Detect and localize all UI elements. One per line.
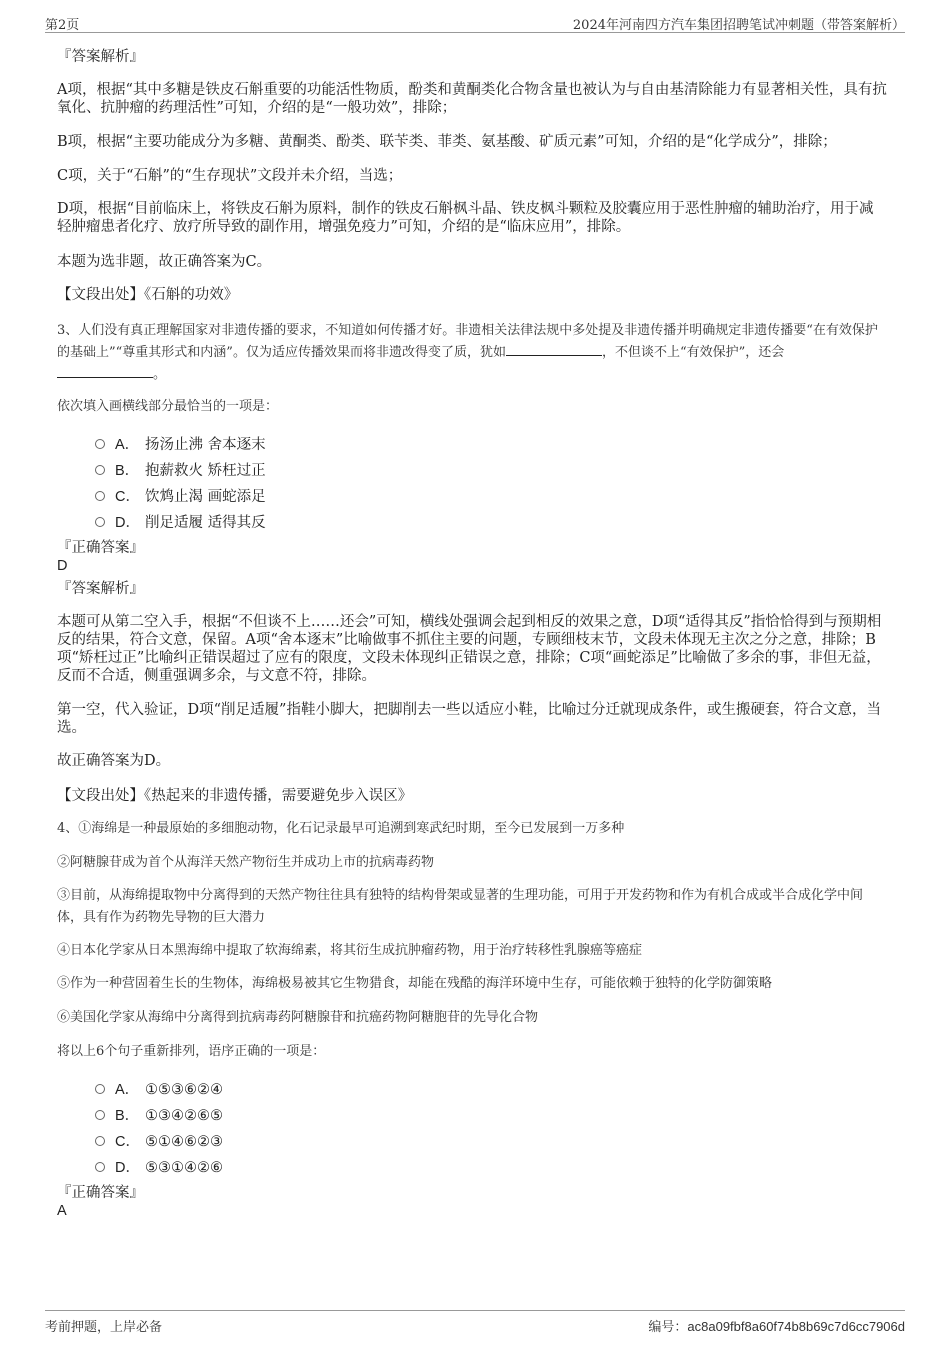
page-footer	[45, 1310, 905, 1335]
q3-option-a[interactable]: A． 扬汤止沸 舍本逐末	[95, 433, 266, 453]
q4-correct-label: 『正确答案』	[57, 1185, 144, 1201]
answer-blank-2	[57, 365, 153, 378]
footer-slogan: 考前押题，上岸必备	[45, 1320, 163, 1335]
q3-option-c[interactable]: C． 饮鸩止渴 画蛇添足	[95, 485, 266, 505]
q3-source: 【文段出处】《热起来的非遗传播，需要避免步入误区》	[57, 788, 413, 804]
radio-icon[interactable]	[95, 439, 105, 449]
q4-sentence-2: ②阿糖腺苷成为首个从海洋天然产物衍生并成功上市的抗病毒药物	[57, 855, 435, 870]
radio-icon[interactable]	[95, 1162, 105, 1172]
q3-analysis-1: 本题可从第二空入手，根据“不但谈不上……还会”可知，横线处强调会起到相反的效果之意，D项“适得其反”指恰恰得到与预期相反的结果，符合文意，保留。A项“舍本逐末”比喻做事不抓住主要的问题，专顾细枝末节，文段未体现无主次之分之意，排除；B项“矫枉过正”比喻纠正错误超过了应有的限度，文段未体现纠正错误之意，排除；C项“画蛇添足”比喻做了多余的事，非但无益，反而不合适，侧重强调多余，与文意不符，排除。	[57, 614, 882, 684]
q4-sentence-4: ④日本化学家从日本黑海绵中提取了软海绵素，将其衍生成抗肿瘤药物，用于治疗转移性乳腺癌等癌症	[57, 943, 643, 958]
q3-correct-answer: D	[57, 558, 68, 574]
q4-option-b[interactable]: B． ①③④②⑥⑤	[95, 1104, 223, 1124]
q3-analysis-label: 『答案解析』	[57, 581, 144, 597]
q4-correct-answer: A	[57, 1203, 67, 1219]
q2-analysis-c: C项，关于“石斛”的“生存现状”文段并未介绍，当选；	[57, 168, 403, 184]
radio-icon[interactable]	[95, 465, 105, 475]
radio-icon[interactable]	[95, 1084, 105, 1094]
q4-prompt: 将以上6个句子重新排列，语序正确的一项是：	[57, 1044, 326, 1059]
page-number: 第2页	[45, 18, 80, 33]
q4-sentence-6: ⑥美国化学家从海绵中分离得到抗病毒药阿糖腺苷和抗癌药物阿糖胞苷的先导化合物	[57, 1010, 539, 1025]
q2-analysis-d: D项，根据“目前临床上，将铁皮石斛为原料，制作的铁皮石斛枫斗晶、铁皮枫斗颗粒及胶囊应用于恶性肿瘤的辅助治疗，用于减轻肿瘤患者化疗、放疗所导致的副作用，增强免疫力”可知，介绍的是“临床应用”，排除。	[57, 201, 874, 235]
q4-sentence-3: ③目前，从海绵提取物中分离得到的天然产物往往具有独特的结构骨架或显著的生理功能，可用于开发药物和作为有机合成或半合成化学中间体，具有作为药物先导物的巨大潜力	[57, 888, 864, 925]
q3-prompt: 依次填入画横线部分最恰当的一项是：	[57, 399, 279, 414]
q3-conclusion: 故正确答案为D。	[57, 753, 171, 769]
q3-option-d[interactable]: D． 削足适履 适得其反	[95, 511, 266, 531]
radio-icon[interactable]	[95, 491, 105, 501]
q2-analysis-a: A项，根据“其中多糖是铁皮石斛重要的功能活性物质，酚类和黄酮类化合物含量也被认为与自由基清除能力有显著相关性，具有抗氧化、抗肿瘤的药理活性”可知，介绍的是“一般功效”，排除；	[57, 82, 887, 116]
q4-option-d[interactable]: D． ⑤③①④②⑥	[95, 1156, 223, 1176]
q2-source: 【文段出处】《石斛的功效》	[57, 287, 239, 303]
q2-conclusion: 本题为选非题，故正确答案为C。	[57, 254, 272, 270]
q4-sentence-5: ⑤作为一种营固着生长的生物体，海绵极易被其它生物猎食，却能在残酷的海洋环境中生存，可能依赖于独特的化学防御策略	[57, 976, 773, 991]
radio-icon[interactable]	[95, 517, 105, 527]
page-header	[45, 10, 905, 33]
q3-stem: 3、人们没有真正理解国家对非遗传播的要求，不知道如何传播才好。非遗相关法律法规中多处提及非遗传播并明确规定非遗传播要“在有效保护的基础上”“尊重其形式和内涵”。仅为适应传播效果而将非遗改得变了质，犹如 ，不但谈不上“有效保护”，还会 。	[57, 323, 878, 382]
q4-option-c[interactable]: C． ⑤①④⑥②③	[95, 1130, 223, 1150]
q4-option-a[interactable]: A． ①⑤③⑥②④	[95, 1078, 223, 1098]
radio-icon[interactable]	[95, 1136, 105, 1146]
q4-sentence-1: 4、①海绵是一种最原始的多细胞动物，化石记录最早可追溯到寒武纪时期，至今已发展到一万多种	[57, 821, 625, 836]
document-title: 2024年河南四方汽车集团招聘笔试冲刺题（带答案解析）	[572, 18, 905, 33]
radio-icon[interactable]	[95, 1110, 105, 1120]
answer-blank-1	[506, 343, 602, 356]
q3-option-b[interactable]: B． 抱薪救火 矫枉过正	[95, 459, 266, 479]
q2-analysis-label: 『答案解析』	[57, 49, 144, 65]
q3-correct-label: 『正确答案』	[57, 540, 144, 556]
q3-analysis-2: 第一空，代入验证，D项“削足适履”指鞋小脚大，把脚削去一些以适应小鞋，比喻过分迁就现成条件，或生搬硬套，符合文意，当选。	[57, 702, 881, 736]
q2-analysis-b: B项，根据“主要功能成分为多糖、黄酮类、酚类、联苄类、菲类、氨基酸、矿质元素”可知，介绍的是“化学成分”，排除；	[57, 134, 837, 150]
document-code: 编号：ac8a09fbf8a60f74b8b69c7d6cc7906d	[648, 1319, 905, 1335]
